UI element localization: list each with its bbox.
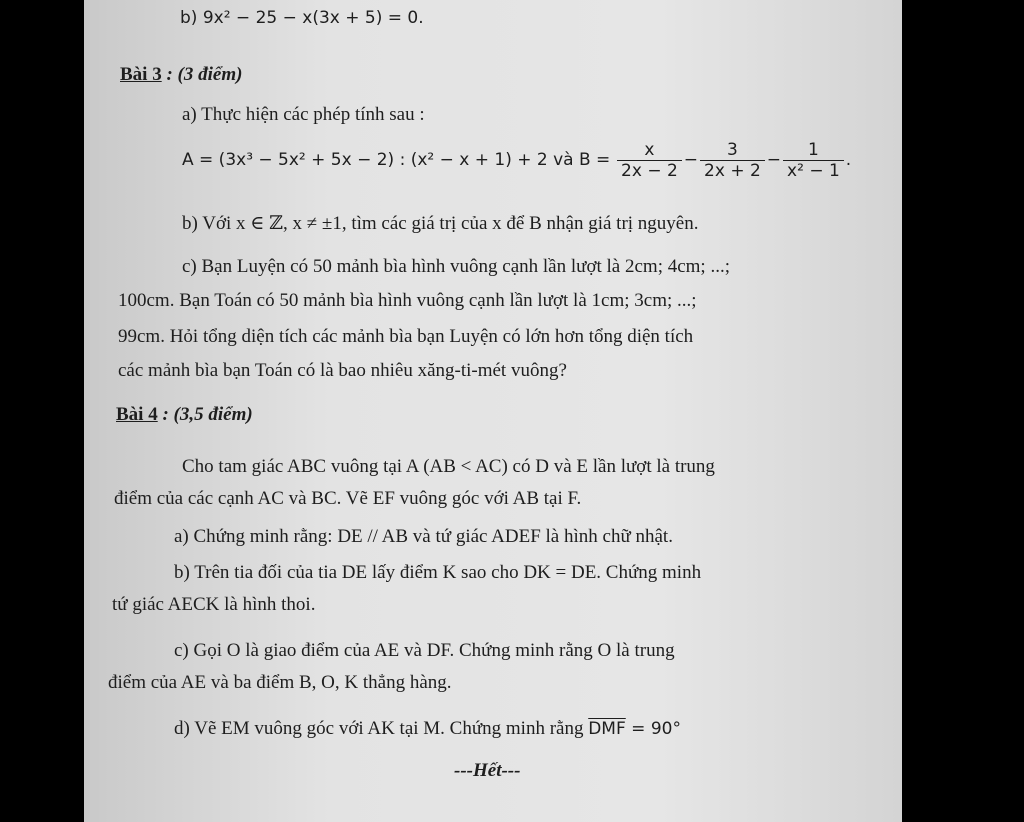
problem-4a-text: a) Chứng minh rằng: DE // AB và tứ giác ADEF là hình chữ nhật. [174, 526, 673, 547]
fraction-2: $\frac{3}{2x + 2}$ [700, 140, 765, 181]
problem-3-label: Bài 3 [120, 64, 162, 85]
problem-4-label: Bài 4 [116, 404, 158, 425]
problem-3a-expression: A = (3x³ − 5x² + 5x − 2) : (x² − x + 1) + 2 và B = $\frac{x}{2x - 2}$ − $\frac{3}{2x + 2}$ − $\frac{1}{\text{x² − 1}}$ . [182, 140, 852, 181]
problem-4b-line-2: tứ giác AECK là hình thoi. [112, 594, 316, 615]
end-marker: ---Hết--- [454, 760, 521, 781]
problem-3c-line-2: 100cm. Bạn Toán có 50 mảnh bìa hình vuông cạnh lần lượt là 1cm; 3cm; ...; [118, 290, 697, 311]
expression-a: A = (3x³ − 5x² + 5x − 2) : (x² − x + 1) + 2 và B = [182, 149, 611, 170]
problem-4c-line-2: điểm của AE và ba điểm B, O, K thẳng hàng. [108, 672, 452, 693]
problem-3c-line-3: 99cm. Hỏi tổng diện tích các mảnh bìa bạn Luyện có lớn hơn tổng diện tích [118, 326, 694, 347]
fraction-1: $\frac{x}{2x - 2}$ [617, 140, 682, 181]
problem-4-points: : (3,5 điểm) [157, 404, 253, 425]
problem-4-line-2: điểm của các cạnh AC và BC. Vẽ EF vuông góc với AB tại F. [114, 488, 582, 509]
problem-4-heading [116, 404, 253, 426]
fraction-3: $\frac{1}{\text{x² − 1}}$ [783, 140, 844, 181]
problem-4b-line-1: b) Trên tia đối của tia DE lấy điểm K sao cho DK = DE. Chứng minh [174, 562, 702, 583]
problem-4d-text: d) Vẽ EM vuông góc với AK tại M. Chứng minh rằng $\overline{DMF} = 90^\circ$ [174, 718, 681, 739]
angle-value: = 90° [625, 719, 681, 739]
problem-3-heading [120, 64, 242, 86]
problem-3b-text: b) Với x ∈ ℤ, x ≠ ±1, tìm các giá trị của x để B nhận giá trị nguyên. [182, 213, 699, 234]
angle-dmf: $\overline{DMF}$ [588, 719, 626, 739]
problem-4-line-1: Cho tam giác ABC vuông tại A (AB < AC) có D và E lần lượt là trung [182, 456, 715, 477]
exam-paper [84, 0, 902, 822]
problem-4c-line-1: c) Gọi O là giao điểm của AE và DF. Chứng minh rằng O là trung [174, 640, 675, 661]
problem-3c-line-4: các mảnh bìa bạn Toán có là bao nhiêu xăng-ti-mét vuông? [118, 360, 567, 381]
problem-2b-equation: b) 9x² − 25 − x(3x + 5) = 0. [180, 8, 424, 28]
problem-3c-line-1: c) Bạn Luyện có 50 mảnh bìa hình vuông cạnh lần lượt là 2cm; 4cm; ...; [182, 256, 730, 277]
problem-3a-text: a) Thực hiện các phép tính sau : [182, 104, 425, 125]
problem-3-points: : (3 điểm) [161, 64, 243, 85]
